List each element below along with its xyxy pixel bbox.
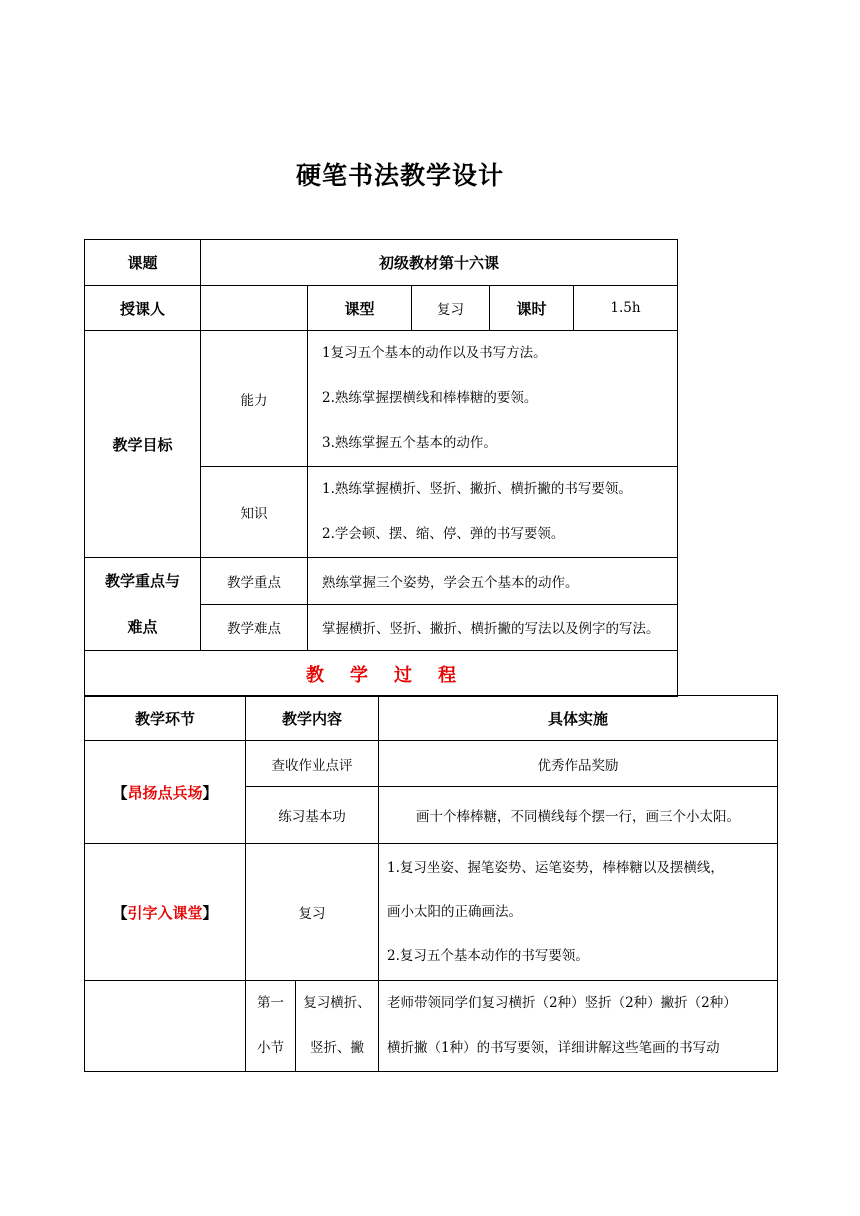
knowledge-label: 知识 <box>201 467 308 558</box>
goals-label: 教学目标 <box>85 331 201 558</box>
stage2-name: 【引字入课堂】 <box>85 844 246 981</box>
ability-item: 2.熟练掌握摆横线和棒棒糖的要领。 <box>322 390 538 406</box>
hours-label: 课时 <box>490 286 574 331</box>
stage3-topic: 复习横折、 竖折、撇 <box>296 981 379 1072</box>
process-title: 教学过程 <box>85 651 678 697</box>
stage2-impl-line: 1.复习坐姿、握笔姿势、运笔姿势，棒棒糖以及摆横线， <box>387 860 724 876</box>
teacher-value <box>201 286 308 331</box>
difficulty-label: 教学难点 <box>201 604 308 651</box>
stage1-content-1: 查收作业点评 <box>246 741 379 787</box>
stage2-content: 复习 <box>246 844 379 981</box>
knowledge-item: 1.熟练掌握横折、竖折、撇折、横折撇的书写要领。 <box>322 481 632 497</box>
focus-label: 教学重点 <box>201 558 308 605</box>
stage1-content-2: 练习基本功 <box>246 787 379 844</box>
stage1-name: 【昂扬点兵场】 <box>85 741 246 844</box>
process-table <box>84 695 778 1072</box>
col-impl-header: 具体实施 <box>379 696 778 741</box>
stage3-impl-line: 老师带领同学们复习横折（2种）竖折（2种）撇折（2种） <box>387 995 737 1011</box>
col-content-header: 教学内容 <box>246 696 379 741</box>
hours-value: 1.5h <box>574 286 678 331</box>
type-value: 复习 <box>412 286 490 331</box>
ability-item: 1复习五个基本的动作以及书写方法。 <box>322 345 547 361</box>
ability-items <box>308 331 678 467</box>
stage3-impl <box>379 981 778 1072</box>
stage3-section: 第一 小节 <box>246 981 296 1072</box>
knowledge-items <box>308 467 678 558</box>
difficulty-value: 掌握横折、竖折、撇折、横折撇的写法以及例字的写法。 <box>308 604 678 651</box>
focus-value: 熟练掌握三个姿势，学会五个基本的动作。 <box>308 558 678 605</box>
lesson-info-table <box>84 239 678 697</box>
topic-label: 课题 <box>85 240 201 286</box>
ability-label: 能力 <box>201 331 308 467</box>
stage1-impl-1: 优秀作品奖励 <box>379 741 778 787</box>
type-label: 课型 <box>308 286 412 331</box>
stage2-impl-line: 2.复习五个基本动作的书写要领。 <box>387 948 589 964</box>
stage3-name <box>85 981 246 1072</box>
col-stage-header: 教学环节 <box>85 696 246 741</box>
key-points-label: 教学重点与 难点 <box>85 558 201 651</box>
knowledge-item: 2.学会顿、摆、缩、停、弹的书写要领。 <box>322 526 565 542</box>
stage2-impl-line: 画小太阳的正确画法。 <box>387 904 522 920</box>
stage2-impl <box>379 844 778 981</box>
stage3-impl-line: 横折撇（1种）的书写要领，详细讲解这些笔画的书写动 <box>387 1040 720 1056</box>
stage1-impl-2: 画十个棒棒糖，不同横线每个摆一行，画三个小太阳。 <box>379 787 778 844</box>
topic-value: 初级教材第十六课 <box>201 240 678 286</box>
ability-item: 3.熟练掌握五个基本的动作。 <box>322 435 497 451</box>
page-title: 硬笔书法教学设计 <box>295 161 504 190</box>
teacher-label: 授课人 <box>85 286 201 331</box>
